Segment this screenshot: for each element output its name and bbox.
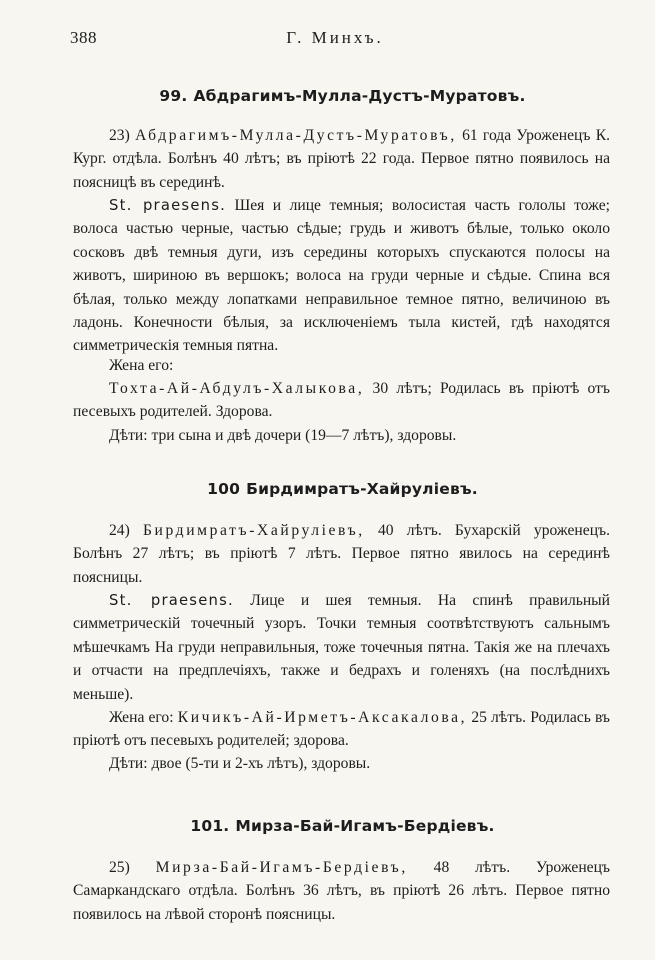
case-intro-23 bbox=[73, 124, 610, 194]
patient-name: Мирза-Бай-Игамъ-Бердіевъ, bbox=[155, 859, 408, 876]
children-text: Дѣти: три сына и двѣ дочери (19—7 лѣтъ), здоровы. bbox=[109, 427, 457, 444]
case-history: 40 лѣтъ. Бухарскій уроженецъ. Болѣнъ 27 лѣтъ; въ пріютѣ 7 лѣтъ. Первое пятно явилось на серединѣ поясницы. bbox=[73, 522, 610, 586]
wife-label: Жена его: bbox=[109, 357, 174, 374]
status-praesens-24 bbox=[73, 589, 610, 706]
running-title: Г. Минхъ. bbox=[286, 28, 384, 47]
entry-name: Мирза-Бай-Игамъ-Бердіевъ. bbox=[235, 817, 495, 835]
wife-name: Кичикъ-Ай-Ирметъ-Аксакалова, bbox=[177, 709, 468, 726]
entry-name: Абдрагимъ-Мулла-Дустъ-Муратовъ. bbox=[193, 87, 526, 105]
status-praesens-23 bbox=[73, 194, 610, 358]
entry-number: 99. bbox=[159, 87, 188, 105]
status-text: Лице и шея темныя. На спинѣ правильный симметрическій точечный узоръ. Точки темныя соотвѣтствуютъ сальнымъ мѣшечкамъ На груди неправильныя, тоже точечныя пятна. Такія же на плечахъ и отчасти на предплечіяхъ, также и бедрахъ и голеняхъ (на послѣднихъ меньше). bbox=[73, 592, 611, 703]
case-intro-24 bbox=[73, 519, 610, 589]
children-23 bbox=[73, 424, 610, 447]
entry-heading-99 bbox=[70, 87, 615, 105]
case-history: 48 лѣтъ. Уроженецъ Самаркандскаго отдѣла. Болѣнъ 36 лѣтъ, въ пріютѣ 26 лѣтъ. Первое пятно появилось на лѣвой сторонѣ поясницы. bbox=[73, 859, 610, 923]
children-text: Дѣти: двое (5-ти и 2-хъ лѣтъ), здоровы. bbox=[109, 755, 371, 772]
status-label: St. praesens. bbox=[109, 197, 227, 214]
entry-name: Бирдимратъ-Хайруліевъ. bbox=[246, 480, 478, 498]
wife-label: Жена его: bbox=[109, 709, 174, 726]
page-number: 388 bbox=[70, 28, 97, 47]
wife-label-23 bbox=[73, 354, 610, 377]
case-number: 23) bbox=[109, 127, 130, 144]
patient-name: Абдрагимъ-Мулла-Дустъ-Муратовъ, bbox=[135, 127, 457, 144]
wife-history: 25 лѣтъ. Родилась въ пріютѣ отъ песевыхъ родителей; здорова. bbox=[73, 709, 611, 750]
patient-name: Бирдимратъ-Хайруліевъ, bbox=[142, 522, 365, 539]
wife-info-24 bbox=[73, 706, 610, 753]
wife-history: 30 лѣтъ; Родилась въ пріютѣ отъ песевыхъ родителей. Здорова. bbox=[73, 380, 610, 421]
entry-number: 100 bbox=[207, 480, 241, 498]
wife-info-23 bbox=[73, 377, 610, 424]
wife-name: Тохта-Ай-Абдулъ-Халыкова, bbox=[109, 380, 365, 397]
case-number: 24) bbox=[109, 522, 130, 539]
status-text: Шея и лице темныя; волосистая часть гололы тоже; волоса частью черные, частью сѣдые; грудь и животъ бѣлые, только около сосковъ двѣ темныя дуги, изъ середины которыхъ спускаются полосы на животъ, шириною въ вершокъ; волоса на груди черные и сѣдые. Спина вся бѣлая, только между лопатками неправильное темное пятно, величиною въ ладонь. Конечности бѣлыя, за исключеніемъ тыла кистей, гдѣ находятся симметрическія темныя пятна. bbox=[73, 197, 611, 355]
page-header bbox=[70, 28, 600, 52]
entry-heading-101 bbox=[70, 817, 615, 835]
status-label: St. praesens. bbox=[109, 592, 234, 609]
case-number: 25) bbox=[109, 859, 130, 876]
children-24 bbox=[73, 752, 610, 775]
entry-number: 101. bbox=[190, 817, 230, 835]
case-intro-25 bbox=[73, 856, 610, 926]
case-history: 61 года Уроженецъ К. Кург. отдѣла. Болѣнъ 40 лѣтъ; въ пріютѣ 22 года. Первое пятно появилось на поясницѣ въ серединѣ. bbox=[73, 127, 610, 191]
entry-heading-100 bbox=[70, 480, 615, 498]
